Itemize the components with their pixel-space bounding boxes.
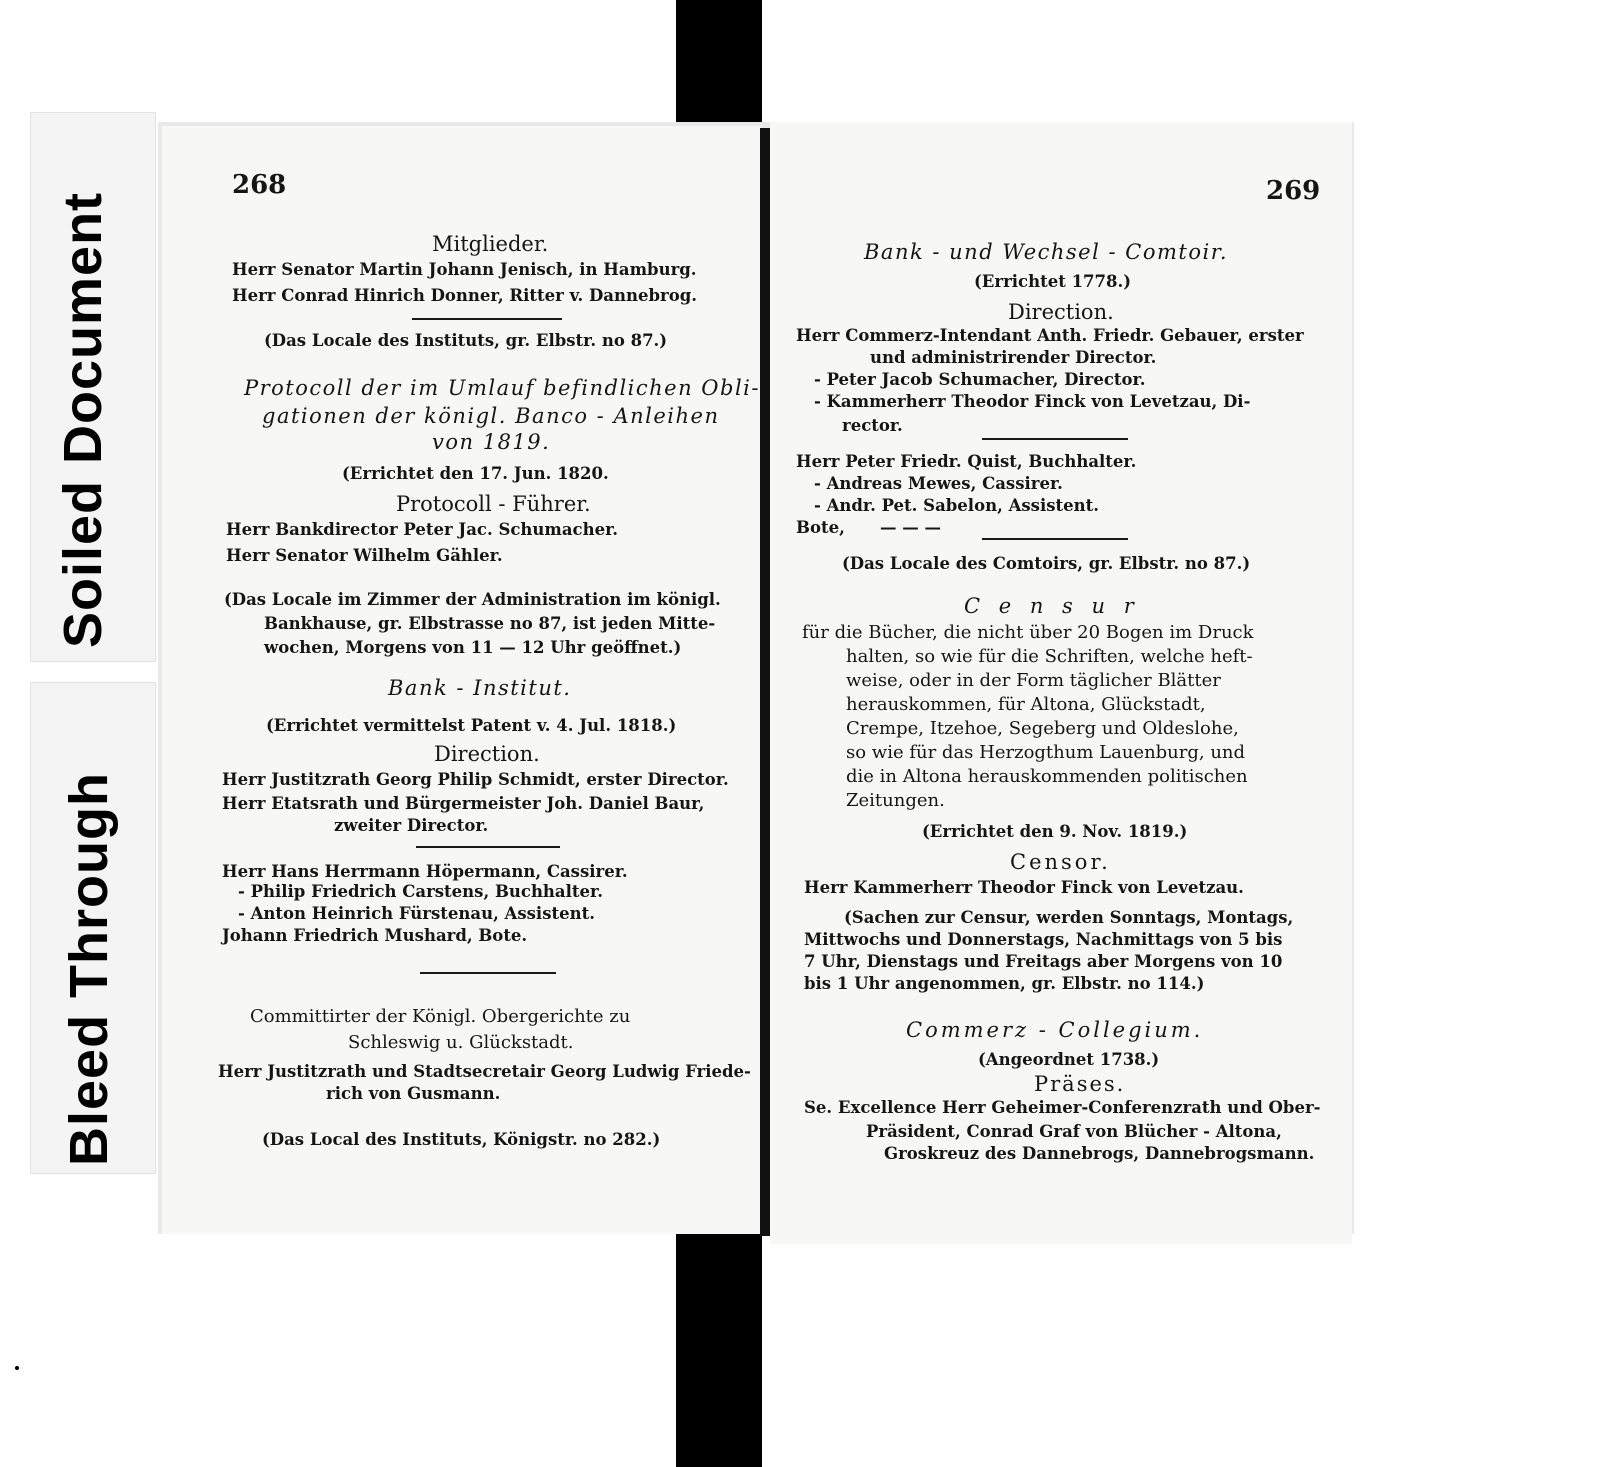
praeses-line: Groskreuz des Dannebrogs, Dannebrogsmann. xyxy=(884,1144,1315,1163)
member-line: Herr Conrad Hinrich Donner, Ritter v. Dannebrog. xyxy=(232,286,697,305)
divider xyxy=(416,846,560,848)
comtoir-staff-line: Herr Peter Friedr. Quist, Buchhalter. xyxy=(796,452,1137,471)
bank-institut-title: Bank - Institut. xyxy=(388,676,572,700)
institute-locale: (Das Locale des Instituts, gr. Elbstr. no 87.) xyxy=(264,331,668,350)
censur-text-line: herauskommen, für Altona, Glückstadt, xyxy=(846,694,1206,715)
speck xyxy=(15,1366,19,1370)
director-line: zweiter Director. xyxy=(334,816,489,835)
bleed-through-label: Bleed Through xyxy=(59,772,119,1166)
soiled-document-label: Soiled Document xyxy=(53,191,113,648)
censur-hours-line: bis 1 Uhr angenommen, gr. Elbstr. no 114.) xyxy=(804,974,1205,993)
comtoir-director-line: Herr Commerz-Intendant Anth. Friedr. Gebauer, erster xyxy=(796,326,1304,345)
comtoir-direction-heading: Direction. xyxy=(1008,300,1114,324)
members-heading: Mitglieder. xyxy=(432,232,549,256)
protocoll-heading: Protocoll - Führer. xyxy=(396,492,591,516)
binding-strap-bottom xyxy=(676,1234,762,1467)
comtoir-director-line: - Peter Jacob Schumacher, Director. xyxy=(814,370,1146,389)
comtoir-director-line: rector. xyxy=(842,416,903,435)
comtoir-director-line: und administrirender Director. xyxy=(870,348,1157,367)
censur-text-line: für die Bücher, die nicht über 20 Bogen im Druck xyxy=(802,622,1254,643)
protocoll-locale-line: Bankhause, gr. Elbstrasse no 87, ist jeden Mitte- xyxy=(264,614,716,633)
staff-line: - Philip Friedrich Carstens, Buchhalter. xyxy=(238,882,603,901)
protocoll-member: Herr Senator Wilhelm Gähler. xyxy=(226,546,503,565)
right-page-number: 269 xyxy=(1266,176,1321,206)
protocoll-title-line: gationen der königl. Banco - Anleihen xyxy=(262,404,720,428)
protocoll-member: Herr Bankdirector Peter Jac. Schumacher. xyxy=(226,520,619,539)
bote-dashes: — — — xyxy=(880,518,941,537)
left-page-number: 268 xyxy=(232,170,287,200)
staff-line: Herr Hans Herrmann Höpermann, Cassirer. xyxy=(222,862,628,881)
censur-text-line: die in Altona herauskommenden politischen xyxy=(846,766,1248,787)
protocoll-locale-line: wochen, Morgens von 11 — 12 Uhr geöffnet.) xyxy=(264,638,682,657)
divider xyxy=(420,972,556,974)
divider xyxy=(982,538,1128,540)
divider xyxy=(412,318,562,320)
censur-text-line: Zeitungen. xyxy=(846,790,945,811)
praeses-line: Se. Excellence Herr Geheimer-Conferenzrath und Ober- xyxy=(804,1098,1321,1117)
protocoll-locale-line: (Das Locale im Zimmer der Administration im königl. xyxy=(224,590,721,609)
censur-text-line: Crempe, Itzehoe, Segeberg und Oldeslohe, xyxy=(846,718,1239,739)
comtoir-director-line: - Kammerherr Theodor Finck von Levetzau, Di- xyxy=(814,392,1251,411)
committirter-heading: Committirter der Königl. Obergerichte zu xyxy=(250,1006,631,1027)
protocoll-date: (Errichtet den 17. Jun. 1820. xyxy=(342,464,609,483)
censur-text-line: halten, so wie für die Schriften, welche heft- xyxy=(846,646,1253,667)
censor-heading: Censor. xyxy=(1010,850,1111,874)
staff-line: Johann Friedrich Mushard, Bote. xyxy=(222,926,528,945)
censur-hours-line: Mittwochs und Donnerstags, Nachmittags von 5 bis xyxy=(804,930,1283,949)
censur-text-line: weise, oder in der Form täglicher Blätter xyxy=(846,670,1221,691)
comtoir-staff-line: - Andr. Pet. Sabelon, Assistent. xyxy=(814,496,1099,515)
comtoir-staff-line: - Andreas Mewes, Cassirer. xyxy=(814,474,1063,493)
protocoll-title-line: Protocoll der im Umlauf befindlichen Obli- xyxy=(244,376,760,400)
binding-strap-top xyxy=(676,0,762,134)
committirter-member: rich von Gusmann. xyxy=(326,1084,501,1103)
comtoir-locale: (Das Locale des Comtoirs, gr. Elbstr. no 87.) xyxy=(842,554,1251,573)
bank-institut-date: (Errichtet vermittelst Patent v. 4. Jul. 1818.) xyxy=(266,716,677,735)
censor-name: Herr Kammerherr Theodor Finck von Levetzau. xyxy=(804,878,1244,897)
comtoir-date: (Errichtet 1778.) xyxy=(974,272,1132,291)
direction-heading: Direction. xyxy=(434,742,540,766)
collegium-title: Commerz - Collegium. xyxy=(906,1018,1204,1042)
book-gutter xyxy=(760,128,770,1236)
protocoll-title-line: von 1819. xyxy=(432,430,551,454)
member-line: Herr Senator Martin Johann Jenisch, in Hamburg. xyxy=(232,260,697,279)
staff-line: - Anton Heinrich Fürstenau, Assistent. xyxy=(238,904,595,923)
praeses-heading: Präses. xyxy=(1034,1072,1126,1096)
comtoir-title: Bank - und Wechsel - Comtoir. xyxy=(864,240,1229,264)
censur-date: (Errichtet den 9. Nov. 1819.) xyxy=(922,822,1188,841)
institute-locale-2: (Das Local des Instituts, Königstr. no 282.) xyxy=(262,1130,661,1149)
comtoir-staff-line: Bote, xyxy=(796,518,845,537)
committirter-heading: Schleswig u. Glückstadt. xyxy=(348,1032,574,1053)
censur-text-line: so wie für das Herzogthum Lauenburg, und xyxy=(846,742,1246,763)
praeses-line: Präsident, Conrad Graf von Blücher - Altona, xyxy=(866,1122,1282,1141)
censur-hours-line: 7 Uhr, Dienstags und Freitags aber Morgens von 10 xyxy=(804,952,1283,971)
director-line: Herr Justitzrath Georg Philip Schmidt, erster Director. xyxy=(222,770,729,789)
censur-hours-line: (Sachen zur Censur, werden Sonntags, Montags, xyxy=(844,908,1294,927)
divider xyxy=(982,438,1128,440)
committirter-member: Herr Justitzrath und Stadtsecretair Georg Ludwig Friede- xyxy=(218,1062,751,1081)
collegium-date: (Angeordnet 1738.) xyxy=(978,1050,1160,1069)
director-line: Herr Etatsrath und Bürgermeister Joh. Daniel Baur, xyxy=(222,794,705,813)
censur-title: C e n s u r xyxy=(964,594,1140,618)
